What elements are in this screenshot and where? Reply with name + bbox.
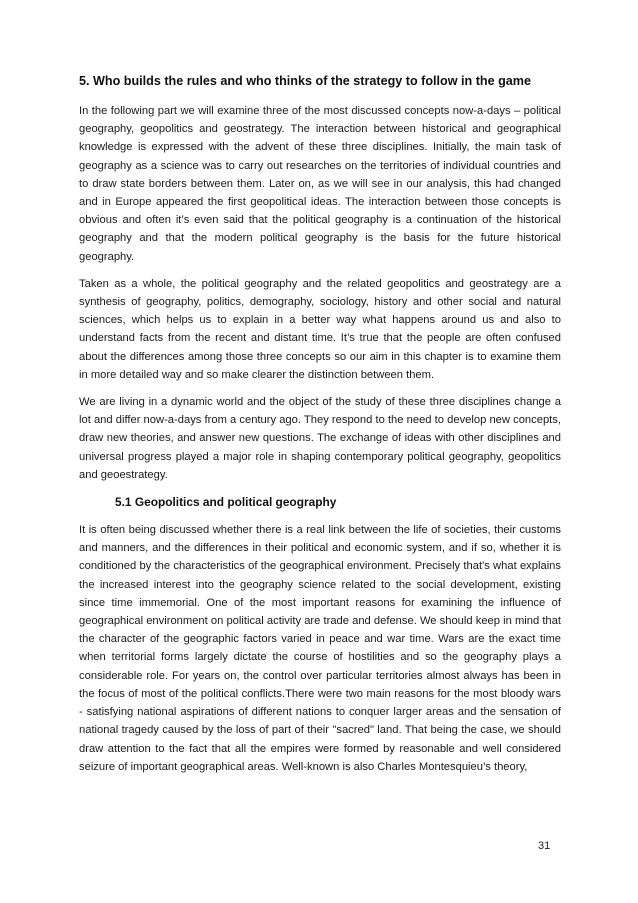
section-heading: 5. Who builds the rules and who thinks of the strategy to follow in the game	[79, 74, 532, 88]
document-page	[79, 72, 561, 785]
body-paragraph: It is often being discussed whether there is a real link between the life of societies, their customs and manners, and the differences in their political and economic system, and if so, whether it is conditioned by the characteristics of the geographical environment. Precisely that's what explains the increased interest into the geography science related to the social development, existing since time immemorial. One of the most important reasons for examining the influence of geographical environment on political activity are trade and defense. We should keep in mind that the character of the geographic factors varied in peace and war time. Wars are the exact time when territorial forms largely dictate the course of hostilities and so the geography plays a considerable role. For years on, the control over particular territories almost always has been in the focus of most of the political conflicts.There were two main reasons for the most bloody wars - satisfying national aspirations of different nations to conquer larger areas and the sensation of national tragedy caused by the loss of part of their "sacred" land. That being the case, we should draw attention to the fact that all the empires were formed by reasonable and well considered seizure of important geographical areas. Well-known is also Charles Montesquieu’s theory,	[79, 524, 561, 773]
body-paragraph: Taken as a whole, the political geography and the related geopolitics and geostrategy are a synthesis of geography, politics, demography, sociology, history and other social and natural sciences, which helps us to explain in a better way what happens around us and also to understand facts from the recent and distant time. It’s true that the people are often confused about the differences among those three concepts so our aim in this chapter is to examine them in more detailed way and so make clearer the distinction between them.	[79, 277, 561, 381]
subsection-heading: 5.1 Geopolitics and political geography	[115, 495, 337, 510]
body-paragraph: In the following part we will examine three of the most discussed concepts now-a-days – political geography, geopolitics and geostrategy. The interaction between historical and geographical knowledge is expressed with the advent of these three disciplines. Initially, the main task of geography as a science was to carry out researches on the territories of individual countries and to draw state borders between them. Later on, as we will see in our analysis, this had changed and in Europe appeared the first geopolitical ideas. The interaction between those concepts is obvious and often it’s even said that the political geography is a continuation of the historical geography and that the modern political geography is the basis for the future historical geography.	[79, 105, 561, 263]
page-number: 31	[538, 840, 551, 852]
body-paragraph: We are living in a dynamic world and the object of the study of these three disciplines change a lot and differ now-a-days from a century ago. They respond to the need to develop new concepts, draw new theories, and answer new questions. The exchange of ideas with other disciplines and universal progress played a major role in shaping contemporary political geography, geopolitics and geoestrategy.	[79, 396, 561, 481]
